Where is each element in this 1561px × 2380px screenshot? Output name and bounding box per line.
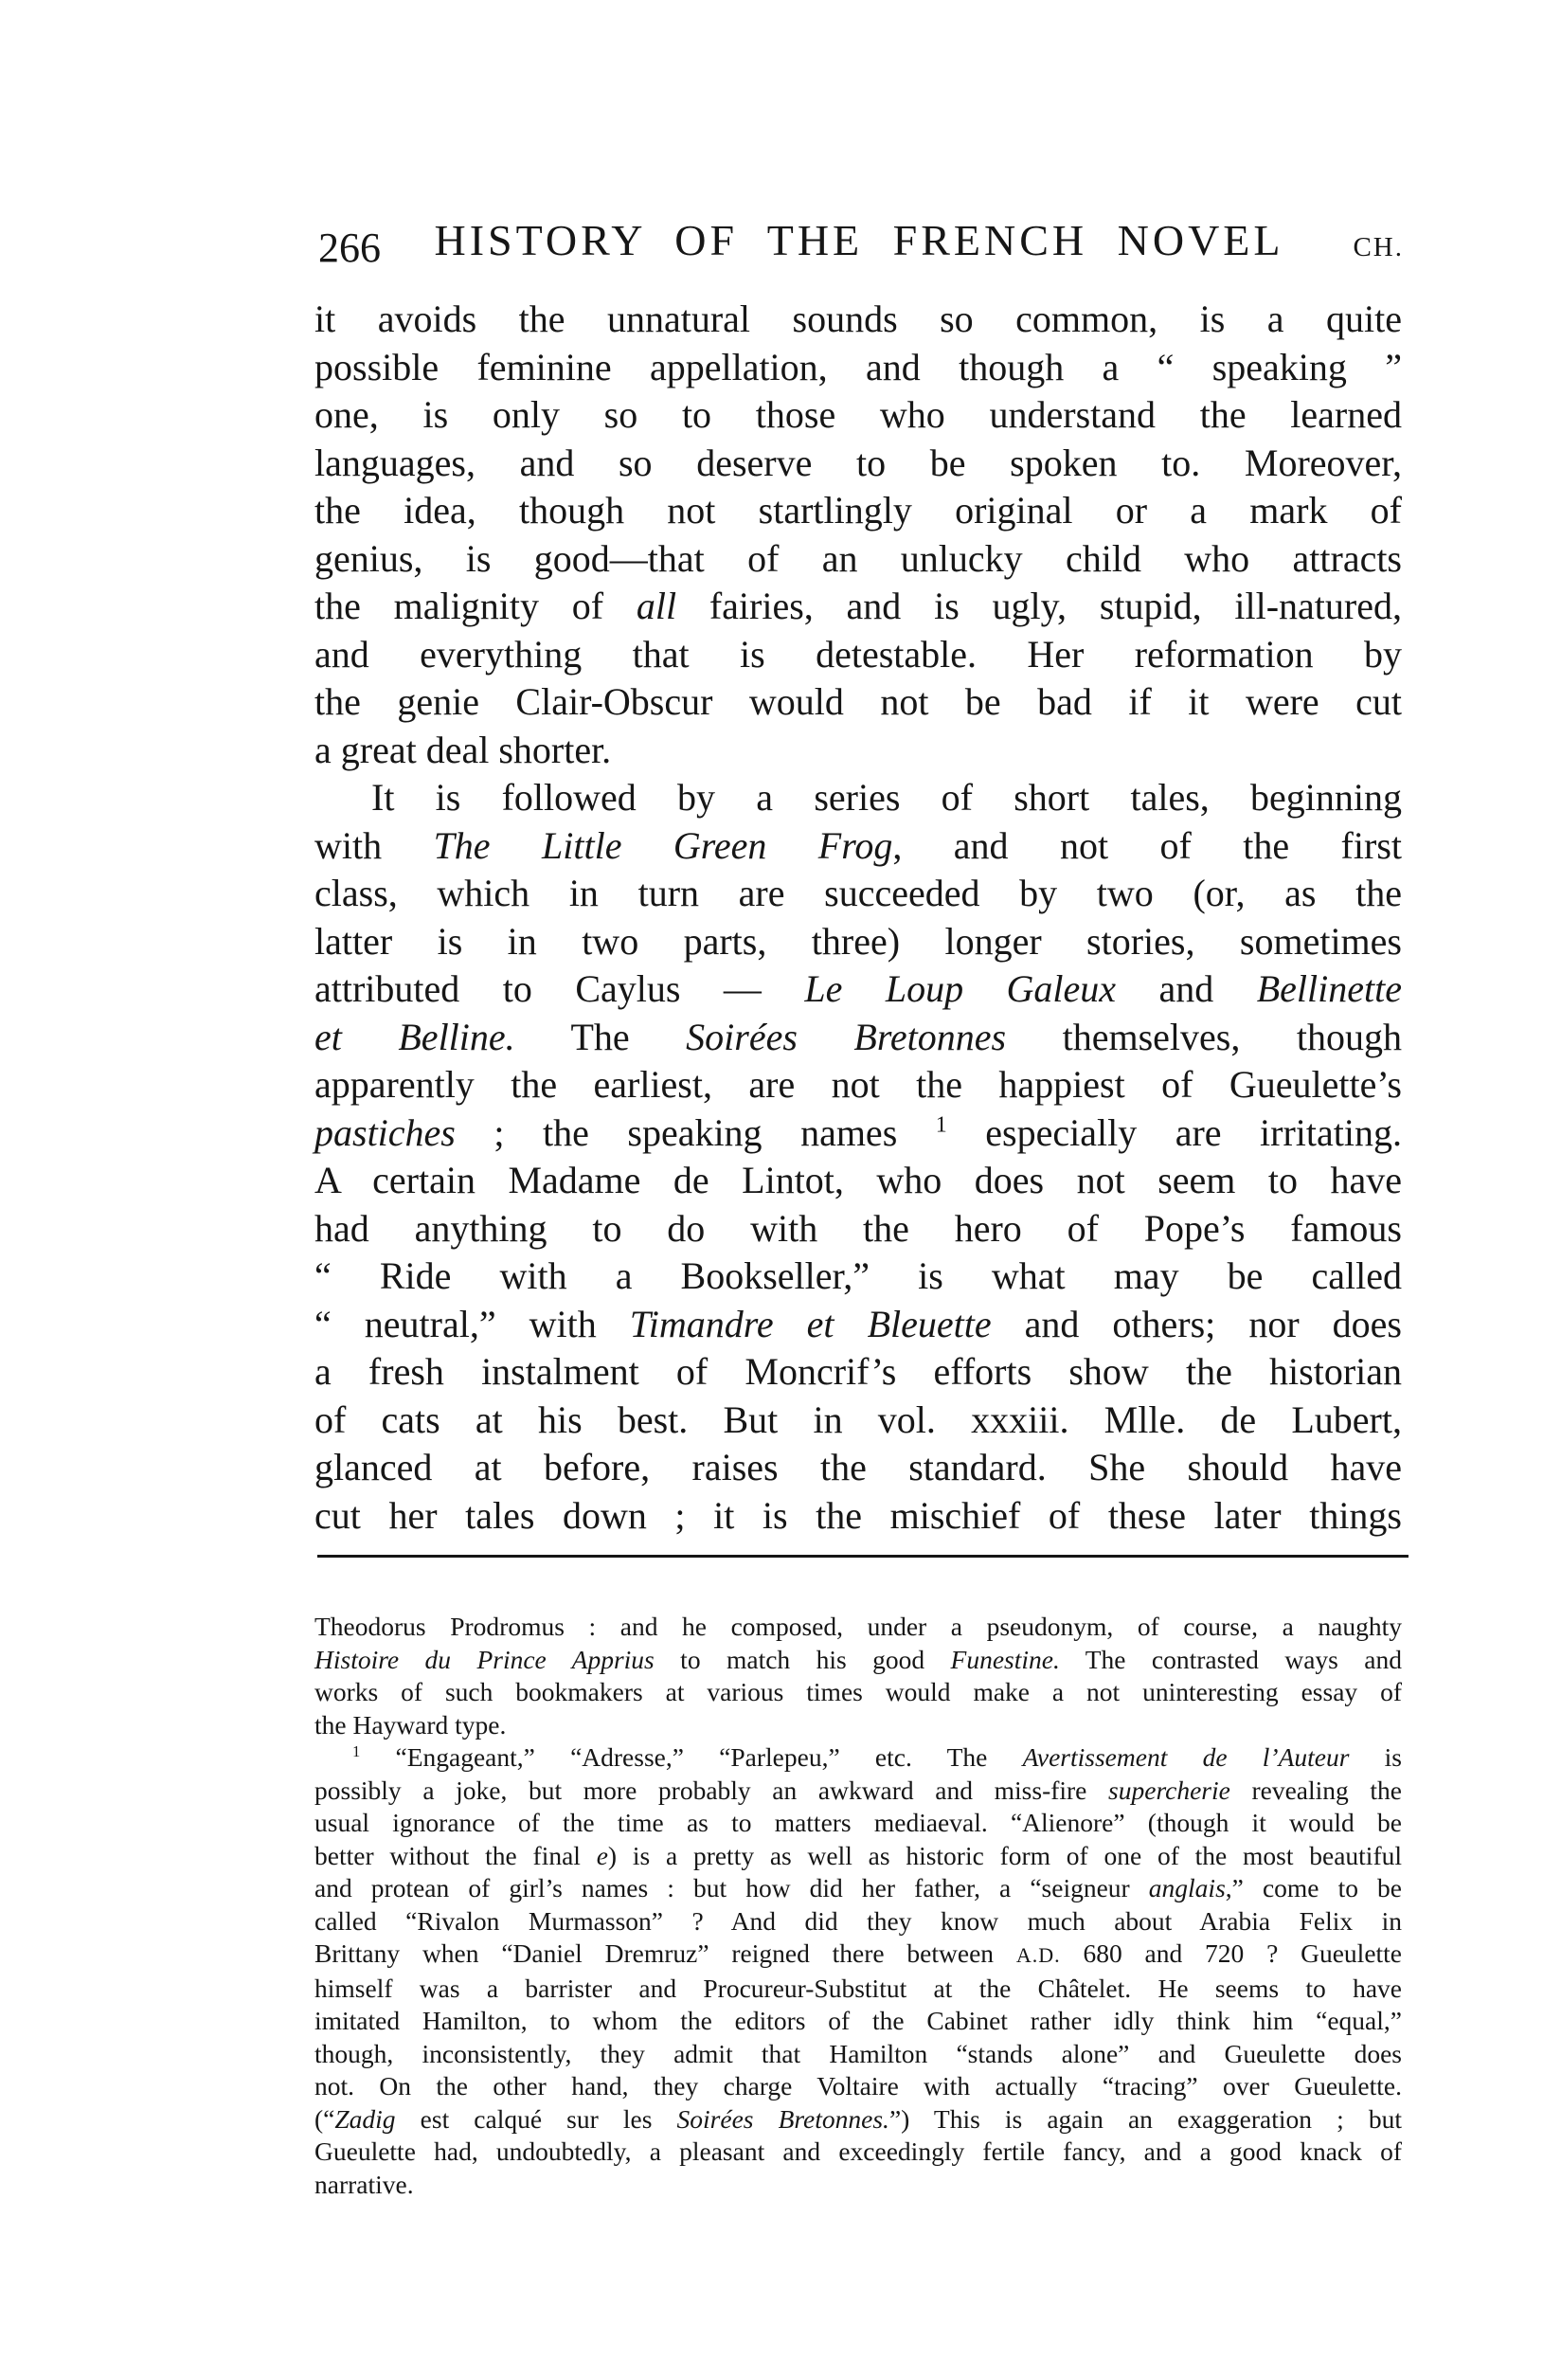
text-segment: Timandre et Bleuette bbox=[629, 1302, 992, 1345]
text-segment: possible feminine appellation, and though a “ speaking ” bbox=[314, 345, 1402, 388]
text-segment: “ Ride with a Bookseller,” is what may be called bbox=[314, 1254, 1402, 1297]
text-line bbox=[314, 1014, 1402, 1062]
text-line bbox=[314, 1397, 1402, 1445]
text-line bbox=[314, 1109, 1402, 1158]
text-segment: the idea, though not startlingly original or a mark of bbox=[314, 489, 1402, 532]
text-line bbox=[314, 2136, 1402, 2169]
running-header bbox=[314, 210, 1404, 271]
text-line bbox=[314, 1301, 1402, 1349]
text-segment: 680 and 720 ? Gueulette bbox=[1060, 1938, 1403, 1968]
text-segment: , and not of the first bbox=[892, 823, 1402, 867]
text-segment: class, which in turn are succeeded by two (or, as the bbox=[314, 872, 1402, 914]
text-line bbox=[314, 583, 1402, 631]
text-line bbox=[314, 391, 1402, 440]
text-segment: and protean of girl’s names : but how did her father, a “seigneur bbox=[314, 1873, 1149, 1902]
text-segment: Le Loup Galeux bbox=[804, 967, 1117, 1010]
text-line bbox=[314, 487, 1402, 535]
text-line bbox=[314, 440, 1402, 488]
text-segment: supercherie bbox=[1108, 1775, 1230, 1805]
text-line bbox=[314, 2070, 1402, 2103]
text-segment: It is followed by a series of short tales, beginning bbox=[371, 776, 1402, 819]
text-segment: genius, is good—that of an unlucky child who attracts bbox=[314, 536, 1402, 580]
text-line bbox=[314, 1938, 1402, 1973]
text-line bbox=[314, 1444, 1402, 1492]
text-segment: “ neutral,” with bbox=[314, 1302, 630, 1345]
text-segment: apparently the earliest, are not the happiest of Gueulette’s bbox=[314, 1063, 1402, 1106]
footnote-separator-rule bbox=[317, 1555, 1408, 1558]
text-line bbox=[314, 2005, 1402, 2038]
text-segment: “Engageant,” “Adresse,” “Parlepeu,” etc. The bbox=[360, 1742, 1023, 1772]
text-segment: and others; nor does bbox=[991, 1302, 1402, 1345]
text-segment: revealing the bbox=[1229, 1775, 1403, 1805]
text-line bbox=[314, 1157, 1402, 1205]
text-line bbox=[314, 1611, 1402, 1644]
text-segment: Zadig bbox=[334, 2103, 396, 2134]
text-segment: a fresh instalment of Moncrif’s efforts show the historian bbox=[314, 1350, 1402, 1393]
text-line bbox=[314, 1205, 1402, 1253]
text-segment: imitated Hamilton, to whom the editors of the Cabinet rather idly think him “equal,” bbox=[314, 2006, 1402, 2035]
text-line bbox=[314, 774, 1402, 822]
text-segment: et Belline. bbox=[314, 1015, 515, 1058]
text-segment: the genie Clair-Obscur would not be bad if it were cut bbox=[314, 680, 1402, 723]
text-segment: better without the final bbox=[314, 1840, 597, 1870]
text-segment: especially are irritating. bbox=[946, 1110, 1402, 1154]
text-line bbox=[314, 2103, 1402, 2137]
text-segment: The contrasted ways and bbox=[1059, 1644, 1402, 1674]
text-line bbox=[314, 727, 1402, 775]
running-title: HISTORY OF THE FRENCH NOVEL bbox=[434, 216, 1284, 264]
text-line bbox=[314, 1905, 1402, 1938]
text-segment: cut her tales down ; it is the mischief of these later things bbox=[314, 1493, 1402, 1537]
text-segment: to match his good bbox=[654, 1644, 951, 1674]
text-line bbox=[314, 1741, 1402, 1775]
text-line bbox=[314, 1775, 1402, 1808]
text-line bbox=[314, 296, 1402, 344]
text-segment: est calqué sur les bbox=[395, 2103, 677, 2134]
text-segment: is bbox=[1349, 1742, 1403, 1772]
text-segment: attributed to Caylus — bbox=[314, 967, 805, 1010]
text-segment: the Hayward type. bbox=[314, 1709, 507, 1740]
text-line bbox=[314, 535, 1402, 584]
text-segment: and everything that is detestable. Her reformation by bbox=[314, 632, 1402, 676]
text-segment: the malignity of bbox=[314, 585, 637, 627]
text-segment: though, inconsistently, they admit that Hamilton “stands alone” and Gueulette does bbox=[314, 2038, 1402, 2068]
text-segment: narrative. bbox=[314, 2169, 414, 2199]
text-line bbox=[314, 1872, 1402, 1905]
text-segment: glanced at before, raises the standard. She should have bbox=[314, 1446, 1402, 1488]
text-segment: and bbox=[1116, 967, 1257, 1010]
text-segment: had anything to do with the hero of Pope’s famous bbox=[314, 1206, 1402, 1250]
text-line bbox=[314, 1061, 1402, 1109]
text-segment: not. On the other hand, they charge Voltaire with actually “tracing” over Gueulette. bbox=[314, 2071, 1402, 2101]
text-segment: (“ bbox=[314, 2103, 335, 2134]
text-segment: ) is a pretty as well as historic form of one of the most beautiful bbox=[607, 1840, 1402, 1870]
text-segment: Histoire du Prince Apprius bbox=[314, 1644, 655, 1674]
text-line bbox=[314, 1807, 1402, 1840]
text-segment: himself was a barrister and Procureur-Substitut at the Châtelet. He seems to have bbox=[314, 1973, 1402, 2003]
chapter-label: CH. bbox=[1353, 232, 1404, 262]
text-segment: Brittany when “Daniel Dremruz” reigned there between bbox=[314, 1938, 1016, 1968]
text-line bbox=[314, 1644, 1402, 1677]
text-segment: anglais bbox=[1148, 1873, 1226, 1902]
text-line bbox=[314, 822, 1402, 871]
text-segment: fairies, and is ugly, stupid, ill-natured, bbox=[676, 585, 1402, 627]
text-segment: A certain Madame de Lintot, who does not seem to have bbox=[314, 1159, 1402, 1201]
text-line bbox=[314, 678, 1402, 727]
body-text bbox=[314, 296, 1402, 1540]
text-segment: e bbox=[596, 1840, 608, 1870]
text-segment: Soirées Bretonnes. bbox=[676, 2103, 889, 2134]
footnote-marker: 1 bbox=[935, 1112, 947, 1138]
text-line bbox=[314, 918, 1402, 966]
text-line bbox=[314, 1348, 1402, 1397]
text-segment: of cats at his best. But in vol. xxxiii. Mlle. de Lubert, bbox=[314, 1397, 1402, 1441]
text-segment: called “Rivalon Murmasson” ? And did they know much about Arabia Felix in bbox=[314, 1905, 1402, 1936]
text-segment: Gueulette had, undoubtedly, a pleasant and exceedingly fertile fancy, and a good knack of bbox=[314, 2137, 1402, 2166]
text-line bbox=[314, 965, 1402, 1014]
text-segment: Funestine. bbox=[950, 1644, 1060, 1674]
text-segment: Theodorus Prodromus : and he composed, under a pseudonym, of course, a naughty bbox=[314, 1612, 1402, 1641]
text-segment: usual ignorance of the time as to matters mediaeval. “Alienore” (though it would be bbox=[314, 1808, 1402, 1837]
text-segment: works of such bookmakers at various times would make a not uninteresting essay of bbox=[314, 1677, 1402, 1706]
text-line bbox=[314, 1840, 1402, 1873]
footnote-marker: 1 bbox=[352, 1741, 361, 1760]
text-line bbox=[314, 1253, 1402, 1301]
text-segment: all bbox=[636, 585, 677, 627]
text-segment: it avoids the unnatural sounds so common, is a quite bbox=[314, 298, 1402, 340]
text-segment: ”) This is again an exaggeration ; but bbox=[888, 2103, 1403, 2134]
footnote-text bbox=[314, 1611, 1402, 2201]
text-segment: latter is in two parts, three) longer stories, sometimes bbox=[314, 919, 1402, 963]
text-segment: Soirées Bretonnes bbox=[686, 1015, 1007, 1058]
text-segment: themselves, though bbox=[1006, 1015, 1402, 1058]
text-line bbox=[314, 1973, 1402, 2006]
text-segment: A.D. bbox=[1015, 1943, 1061, 1967]
text-line bbox=[314, 1709, 1402, 1742]
text-line bbox=[314, 1676, 1402, 1709]
text-segment: ; the speaking names bbox=[455, 1110, 936, 1154]
text-segment: The bbox=[514, 1015, 687, 1058]
text-segment: pastiches bbox=[314, 1110, 456, 1154]
text-line bbox=[314, 2169, 1402, 2202]
text-segment: possibly a joke, but more probably an awkward and miss-fire bbox=[314, 1775, 1109, 1805]
text-line bbox=[314, 870, 1402, 918]
text-segment: languages, and so deserve to be spoken to. Moreover, bbox=[314, 441, 1402, 484]
text-segment: ,” come to be bbox=[1225, 1873, 1403, 1902]
text-line bbox=[314, 1492, 1402, 1541]
text-line bbox=[314, 631, 1402, 679]
text-segment: with bbox=[314, 823, 434, 867]
text-segment: Avertissement de l’Auteur bbox=[1022, 1742, 1350, 1772]
page-number: 266 bbox=[318, 225, 381, 271]
text-line bbox=[314, 2038, 1402, 2071]
text-segment: one, is only so to those who understand the learned bbox=[314, 393, 1402, 436]
text-segment: Bellinette bbox=[1256, 967, 1402, 1010]
text-line bbox=[314, 344, 1402, 392]
text-segment: The Little Green Frog bbox=[433, 823, 893, 867]
text-segment: a great deal shorter. bbox=[314, 728, 612, 771]
